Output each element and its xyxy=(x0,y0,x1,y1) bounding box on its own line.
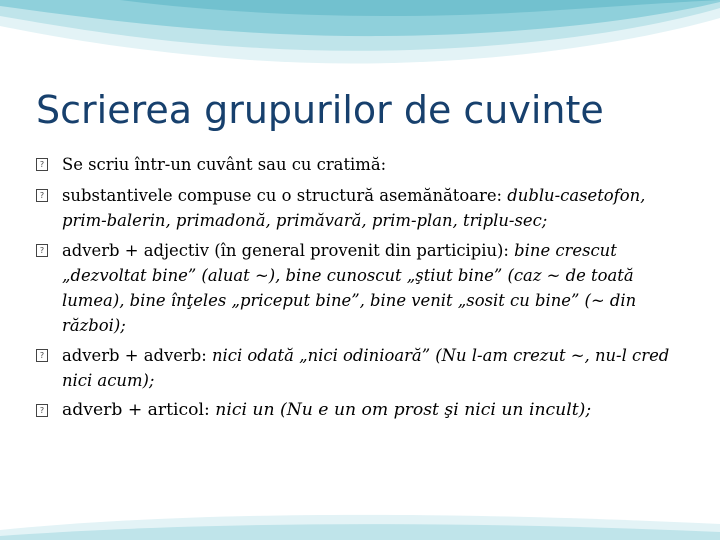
missing-glyph-box-icon: ? xyxy=(36,189,48,202)
top-wave-decoration xyxy=(0,0,720,90)
item-examples: nici odată „nici odinioară” (Nu l-am crezut ~, nu-l cred nici acum); xyxy=(62,346,670,390)
bullet-list xyxy=(36,152,684,428)
list-item xyxy=(36,238,684,338)
list-item xyxy=(36,398,684,423)
missing-glyph-box-icon: ? xyxy=(36,158,48,171)
item-heading: adverb + adverb: xyxy=(62,346,207,365)
bottom-wave-decoration xyxy=(0,500,720,540)
list-item xyxy=(36,183,684,233)
item-examples: dublu-casetofon, prim-balerin, primadonă, primăvară, prim-plan, triplu-sec; xyxy=(62,186,646,230)
missing-glyph-box-icon: ? xyxy=(36,404,48,417)
item-heading: adverb + adjectiv (în general provenit din participiu): xyxy=(62,241,509,260)
list-item xyxy=(36,152,684,177)
list-item xyxy=(36,343,684,393)
item-examples: nici un (Nu e un om prost şi nici un incult); xyxy=(209,400,592,420)
missing-glyph-box-icon: ? xyxy=(36,244,48,257)
item-examples: bine crescut „dezvoltat bine” (aluat ~), bine cunoscut „ştiut bine” (caz ~ de toată lumea), bine înţeles „priceput bine”, bine venit „sosit cu bine” (~ din război); xyxy=(62,241,637,335)
slide-title: Scrierea grupurilor de cuvinte xyxy=(36,88,604,132)
item-heading: Se scriu într-un cuvânt sau cu cratimă: xyxy=(62,155,387,174)
missing-glyph-box-icon: ? xyxy=(36,349,48,362)
item-heading: adverb + articol: xyxy=(62,400,210,420)
item-heading: substantivele compuse cu o structură asemănătoare: xyxy=(62,186,503,205)
